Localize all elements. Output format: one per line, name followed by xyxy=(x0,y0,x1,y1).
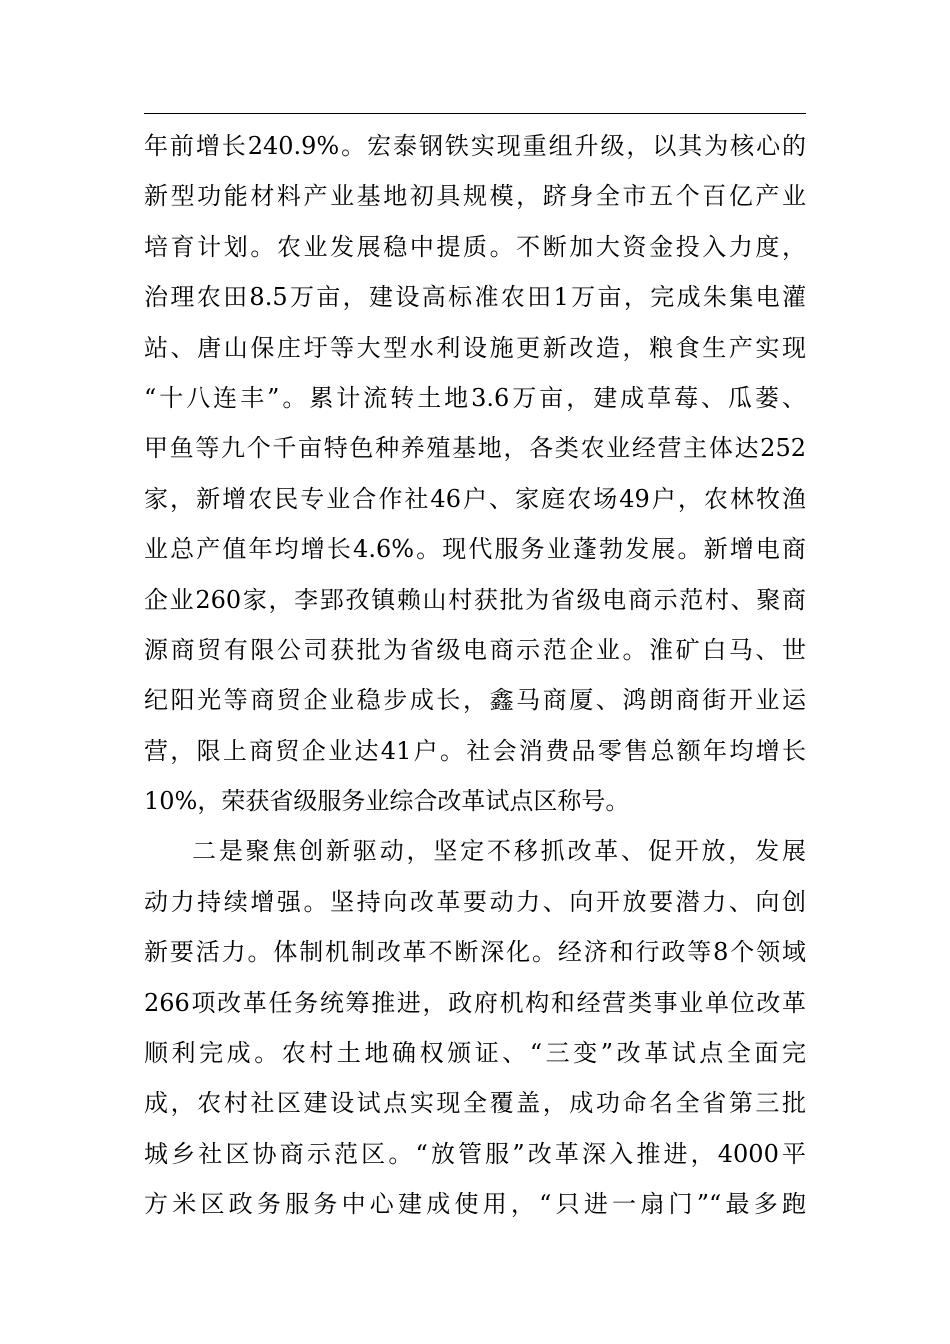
text-line: 成，农村社区建设试点实现全覆盖，成功命名全省第三批 xyxy=(144,1089,806,1118)
text-line: 新要活力。体制机制改革不断深化。经济和行政等8个领域 xyxy=(144,938,806,967)
text-line: 站、唐山保庄圩等大型水利设施更新改造，粮食生产实现 xyxy=(144,333,806,362)
text-line: 治理农田8.5万亩，建设高标准农田1万亩，完成朱集电灌 xyxy=(144,283,806,312)
body-text xyxy=(144,121,806,1230)
text-line: 源商贸有限公司获批为省级电商示范企业。淮矿白马、世 xyxy=(144,635,806,664)
text-line: 家，新增农民专业合作社46户、家庭农场49户，农林牧渔 xyxy=(144,484,806,513)
text-line: 业总产值年均增长4.6%。现代服务业蓬勃发展。新增电商 xyxy=(144,535,806,564)
text-line: 方米区政务服务中心建成使用，“只进一扇门”“最多跑 xyxy=(144,1190,806,1219)
text-line: 顺利完成。农村土地确权颁证、“三变”改革试点全面完 xyxy=(144,1039,806,1068)
text-line: 城乡社区协商示范区。“放管服”改革深入推进，4000平 xyxy=(144,1139,806,1168)
text-line: “十八连丰”。累计流转土地3.6万亩，建成草莓、瓜蒌、 xyxy=(144,383,806,412)
text-line: 纪阳光等商贸企业稳步成长，鑫马商厦、鸿朗商街开业运 xyxy=(144,686,806,715)
text-line: 新型功能材料产业基地初具规模，跻身全市五个百亿产业 xyxy=(144,182,806,211)
text-line: 266项改革任务统筹推进，政府机构和经营类事业单位改革 xyxy=(144,988,806,1017)
text-line: 动力持续增强。坚持向改革要动力、向开放要潜力、向创 xyxy=(144,887,806,916)
header-rule xyxy=(144,113,806,114)
text-line: 企业260家，李郢孜镇赖山村获批为省级电商示范村、聚商 xyxy=(144,585,806,614)
text-line: 营，限上商贸企业达41户。社会消费品零售总额年均增长 xyxy=(144,736,806,765)
paragraph-end-line: 10%，荣获省级服务业综合改革试点区称号。 xyxy=(144,787,630,816)
text-line: 培育计划。农业发展稳中提质。不断加大资金投入力度， xyxy=(144,232,806,261)
text-line: 甲鱼等九个千亩特色种养殖基地，各类农业经营主体达252 xyxy=(144,434,806,463)
paragraph-first-line: 二是聚焦创新驱动，坚定不移抓改革、促开放，发展 xyxy=(192,837,806,866)
text-line: 年前增长240.9%。宏泰钢铁实现重组升级，以其为核心的 xyxy=(144,132,806,160)
